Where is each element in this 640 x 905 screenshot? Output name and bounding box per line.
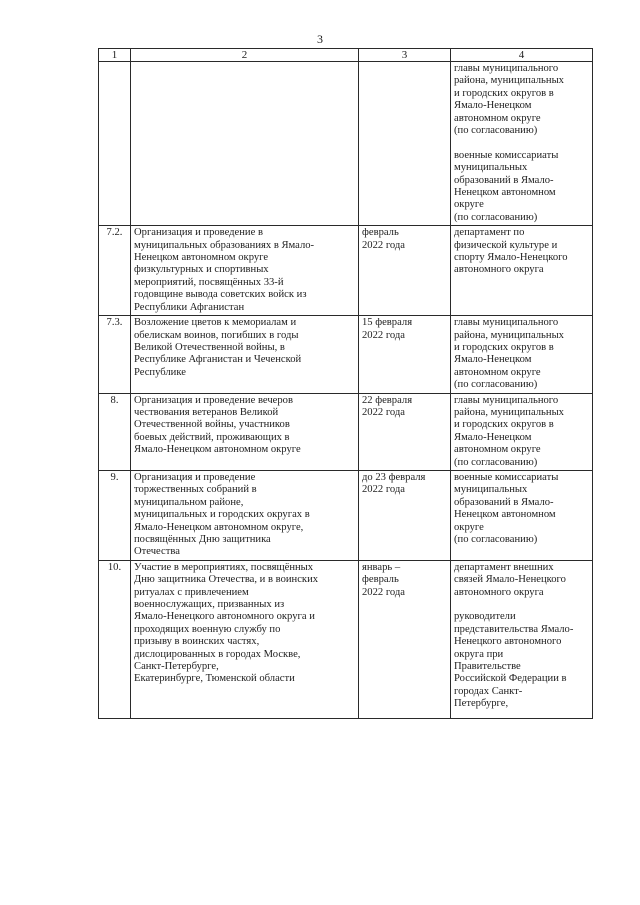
event-line: дислоцированных в городах Москве, (134, 648, 301, 660)
event-date (359, 393, 451, 470)
event-line: чествования ветеранов Великой (134, 406, 279, 418)
event-line: Организация и проведение вечеров (134, 394, 293, 406)
date-line: январь – (362, 561, 401, 573)
event-date (359, 316, 451, 393)
responsible-line: руководители (454, 611, 516, 623)
event-line: Дню защитника Отечества, и в воинских (134, 574, 319, 586)
event-line: мероприятий, посвящённых 33-й (134, 276, 284, 288)
responsible-line: района, муниципальных (454, 75, 564, 87)
date-line: 22 февраля (362, 394, 413, 406)
events-table (98, 48, 593, 719)
responsible-line: спорту Ямало-Ненецкого (454, 252, 568, 264)
responsible-line: департамент внешних (454, 561, 554, 573)
event-line: боевых действий, проживающих в (134, 431, 290, 443)
event-line: Участие в мероприятиях, посвящённых (134, 561, 314, 573)
responsible-line: военные комиссариаты (454, 471, 559, 483)
item-number: 7.3. (99, 316, 131, 393)
column-number-4: 4 (451, 49, 593, 62)
column-number-1: 1 (99, 49, 131, 62)
responsible-line: округа при (454, 648, 504, 660)
event-description (131, 316, 359, 393)
responsible-line: (по согласованию) (454, 534, 538, 546)
date-line: 2022 года (362, 484, 406, 496)
responsible-parties (451, 62, 593, 226)
responsible-parties (451, 560, 593, 718)
item-number: 9. (99, 470, 131, 560)
event-line: муниципальных и городских округах в (134, 509, 310, 521)
responsible-line: Ямало-Ненецком (454, 354, 532, 366)
responsible-line: (по согласованию) (454, 456, 538, 468)
event-line: Республики Афганистан (134, 301, 245, 313)
table-row (99, 560, 593, 718)
event-description (131, 560, 359, 718)
event-line: Санкт-Петербурге, (134, 661, 219, 673)
date-line: 2022 года (362, 406, 406, 418)
responsible-line: Ямало-Ненецком (454, 100, 532, 112)
event-line: Республике (134, 366, 186, 378)
responsible-line: автономном округе (454, 112, 541, 124)
responsible-line: главы муниципального (454, 394, 559, 406)
event-date (359, 470, 451, 560)
responsible-line: Петербурге, (454, 698, 509, 710)
column-number-3: 3 (359, 49, 451, 62)
event-date (359, 226, 451, 316)
table-row (99, 316, 593, 393)
responsible-line: автономного округа (454, 264, 544, 276)
event-description (131, 393, 359, 470)
block-spacer (454, 599, 589, 611)
date-line: февраль (362, 574, 399, 586)
event-date (359, 560, 451, 718)
event-line: обелискам воинов, погибших в годы (134, 329, 299, 341)
responsible-line: Ненецкого автономного (454, 636, 562, 648)
event-line: Великой Отечественной войны, в (134, 341, 285, 353)
event-line: призыву в воинских частях, (134, 636, 260, 648)
event-line: ритуалах с привлечением (134, 586, 249, 598)
date-line: 15 февраля (362, 317, 413, 329)
responsible-line: главы муниципального (454, 317, 559, 329)
responsible-line: главы муниципального (454, 63, 559, 74)
date-line: 2022 года (362, 586, 406, 598)
event-description (131, 62, 359, 226)
event-line: Ямало-Ненецком автономном округе, (134, 521, 304, 533)
event-line: торжественных собраний в (134, 484, 257, 496)
responsible-parties (451, 470, 593, 560)
responsible-line: и городских округов в (454, 341, 554, 353)
responsible-line: Российской Федерации в (454, 673, 567, 685)
responsible-line: (по согласованию) (454, 125, 538, 137)
event-line: годовщине вывода советских войск из (134, 289, 307, 301)
responsible-line: автономном округе (454, 366, 541, 378)
event-line: Организация и проведение в (134, 227, 263, 239)
event-date (359, 62, 451, 226)
item-number (99, 62, 131, 226)
event-line: Ненецком автономном округе (134, 252, 269, 264)
event-line: проходящих военную службу по (134, 623, 281, 635)
responsible-parties (451, 393, 593, 470)
responsible-parties (451, 226, 593, 316)
event-line: Республике Афганистан и Чеченской (134, 354, 302, 366)
event-line: Организация и проведение (134, 471, 256, 483)
responsible-line: представительства Ямало- (454, 623, 574, 635)
event-line: физкультурных и спортивных (134, 264, 269, 276)
responsible-line: района, муниципальных (454, 406, 564, 418)
table-row (99, 226, 593, 316)
responsible-line: Ямало-Ненецком (454, 431, 532, 443)
responsible-line: и городских округов в (454, 419, 554, 431)
responsible-line: муниципальных (454, 484, 528, 496)
event-line: муниципальном районе, (134, 496, 244, 508)
column-number-2: 2 (131, 49, 359, 62)
page-number: 3 (317, 32, 323, 46)
responsible-line: (по согласованию) (454, 211, 538, 223)
responsible-line: физической культуре и (454, 239, 558, 251)
event-line: посвящённых Дню защитника (134, 534, 271, 546)
responsible-line: (по согласованию) (454, 379, 538, 391)
date-line: февраль (362, 227, 399, 239)
event-description (131, 470, 359, 560)
responsible-line: Правительстве (454, 661, 521, 673)
date-line: до 23 февраля (362, 471, 426, 483)
item-number: 7.2. (99, 226, 131, 316)
responsible-line: муниципальных (454, 162, 528, 174)
event-line: Отечества (134, 546, 180, 558)
responsible-line: автономном округе (454, 444, 541, 456)
event-line: военнослужащих, призванных из (134, 599, 285, 611)
responsible-line: Ненецком автономном (454, 187, 556, 199)
event-line: Возложение цветов к мемориалам и (134, 317, 297, 329)
table-row (99, 393, 593, 470)
responsible-line: связей Ямало-Ненецкого (454, 574, 566, 586)
date-line: 2022 года (362, 329, 406, 341)
responsible-line: образований в Ямало- (454, 174, 554, 186)
responsible-line: и городских округов в (454, 87, 554, 99)
event-line: Ямало-Ненецкого автономного округа и (134, 611, 315, 623)
event-line: Екатеринбурге, Тюменской области (134, 673, 295, 685)
event-line: Отечественной войны, участников (134, 419, 290, 431)
event-line: Ямало-Ненецком автономном округе (134, 444, 301, 456)
responsible-line: военные комиссариаты (454, 149, 559, 161)
table-row (99, 62, 593, 226)
responsible-line: департамент по (454, 227, 525, 239)
table-row (99, 470, 593, 560)
item-number: 8. (99, 393, 131, 470)
responsible-line: района, муниципальных (454, 329, 564, 341)
responsible-line: автономного округа (454, 586, 544, 598)
responsible-line: городах Санкт- (454, 685, 523, 697)
event-description (131, 226, 359, 316)
date-line: 2022 года (362, 239, 406, 251)
event-line: муниципальных образованиях в Ямало- (134, 239, 315, 251)
item-number: 10. (99, 560, 131, 718)
responsible-line: образований в Ямало- (454, 496, 554, 508)
responsible-line: округе (454, 521, 484, 533)
responsible-parties (451, 316, 593, 393)
responsible-line: Ненецком автономном (454, 509, 556, 521)
block-spacer (454, 137, 589, 149)
column-number-row (99, 49, 593, 62)
responsible-line: округе (454, 199, 484, 211)
